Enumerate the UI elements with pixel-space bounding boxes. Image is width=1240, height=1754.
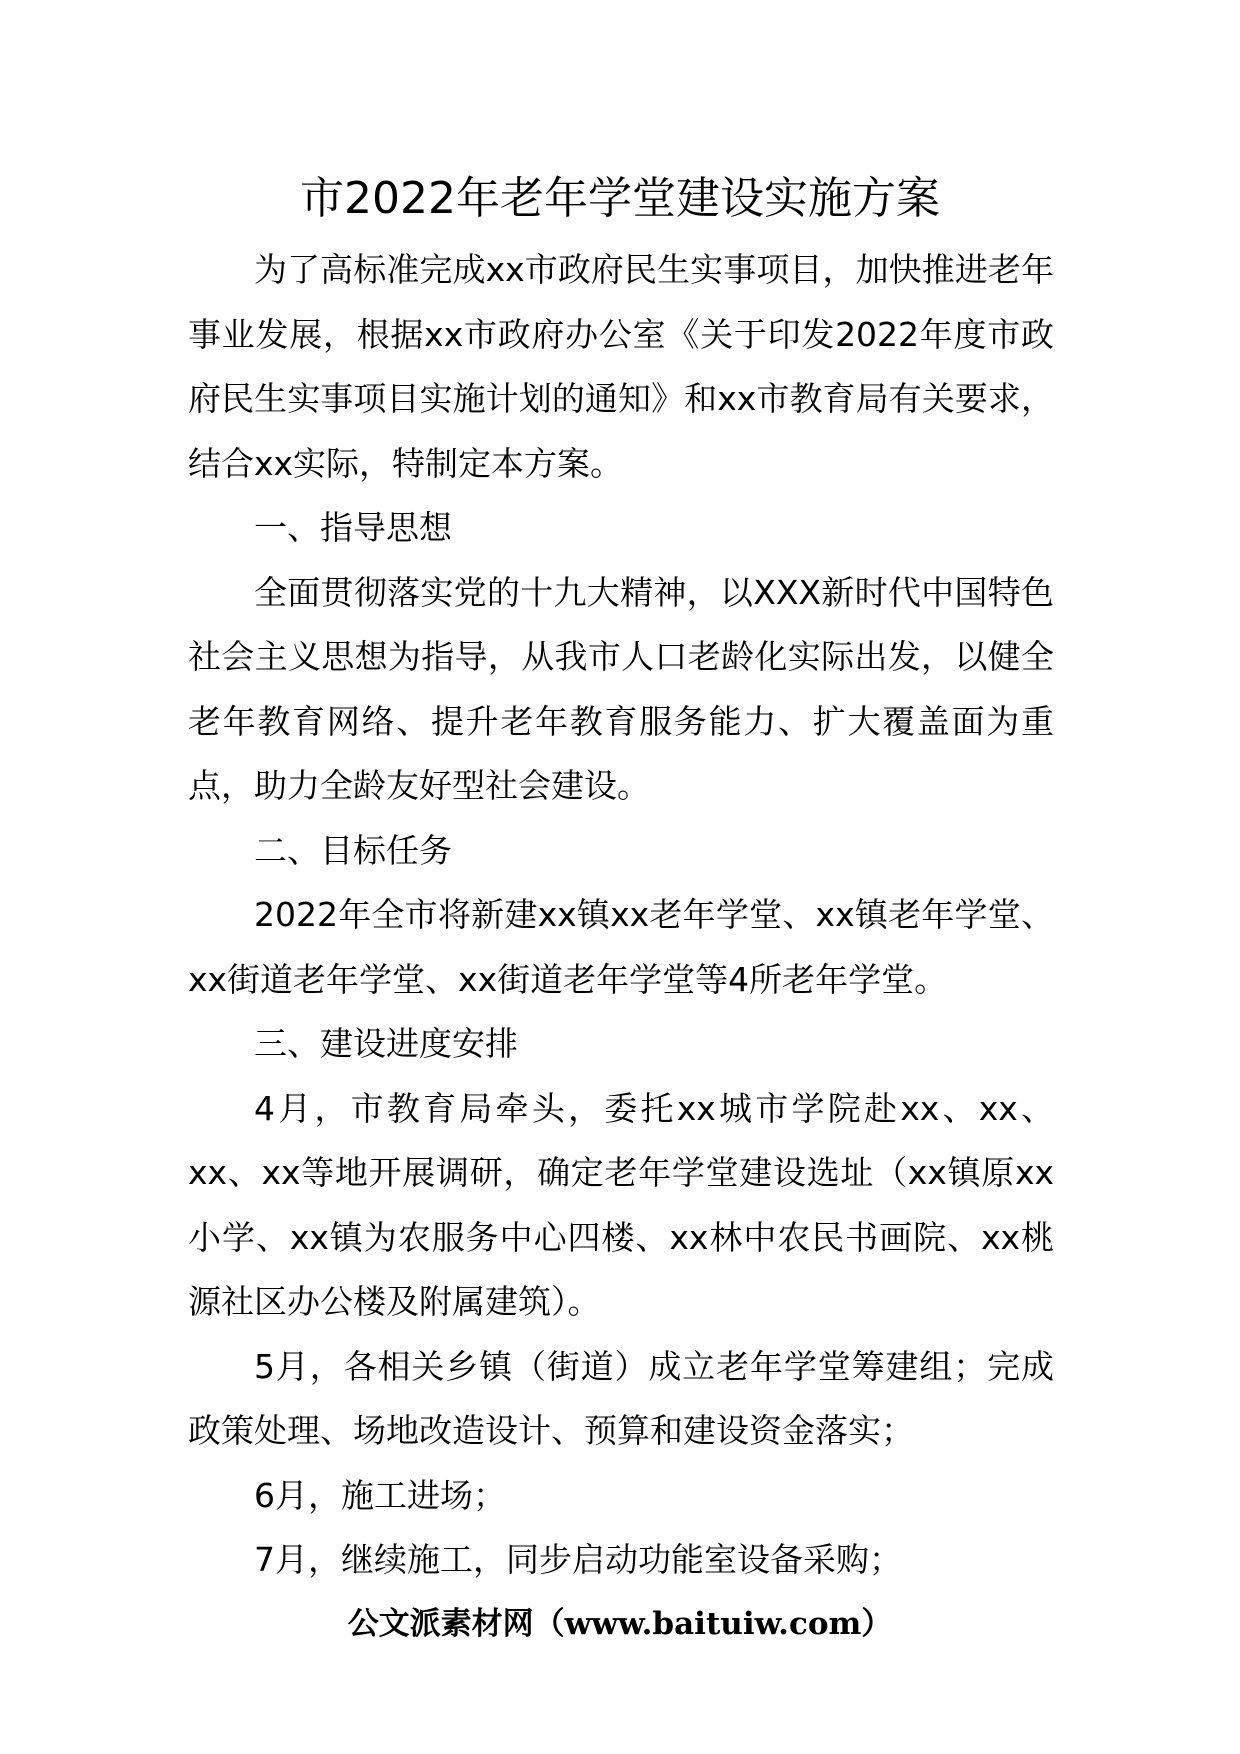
paragraph-intro: 为了高标准完成xx市政府民生实事项目，加快推进老年事业发展，根据xx市政府办公室《关于印发2022年度市政府民生实事项目实施计划的通知》和xx市教育局有关要求，结合xx实际，特制定本方案。 [188, 250, 1054, 483]
paragraph-goals-tasks: 2022年全市将新建xx镇xx老年学堂、xx镇老年学堂、xx街道老年学堂、xx街道老年学堂等4所老年学堂。 [188, 895, 1054, 999]
heading-guiding-ideology: 一、指导思想 [254, 508, 452, 547]
paragraph-april: 4月，市教育局牵头，委托xx城市学院赴xx、xx、xx、xx等地开展调研，确定老年学堂建设选址（xx镇原xx小学、xx镇为农服务中心四楼、xx林中农民书画院、xx桃源社区办公楼及附属建筑）。 [188, 1088, 1054, 1321]
paragraph-may: 5月，各相关乡镇（街道）成立老年学堂筹建组；完成政策处理、场地改造设计、预算和建设资金落实； [188, 1346, 1054, 1450]
heading-goals-tasks: 二、目标任务 [254, 830, 452, 870]
footer-watermark: 公文派素材网（www.baituiw.com） [347, 1606, 893, 1642]
heading-schedule: 三、建设进度安排 [254, 1024, 518, 1063]
paragraph-guiding-ideology: 全面贯彻落实党的十九大精神，以XXX新时代中国特色社会主义思想为指导，从我市人口老龄化实际出发，以健全老年教育网络、提升老年教育服务能力、扩大覆盖面为重点，助力全龄友好型社会建设。 [188, 572, 1054, 805]
document-body [188, 238, 1054, 1593]
document-title: 市2022年老年学堂建设实施方案 [300, 173, 940, 224]
paragraph-july: 7月，继续施工，同步启动功能室设备采购； [254, 1540, 902, 1579]
paragraph-june: 6月，施工进场； [254, 1475, 506, 1515]
